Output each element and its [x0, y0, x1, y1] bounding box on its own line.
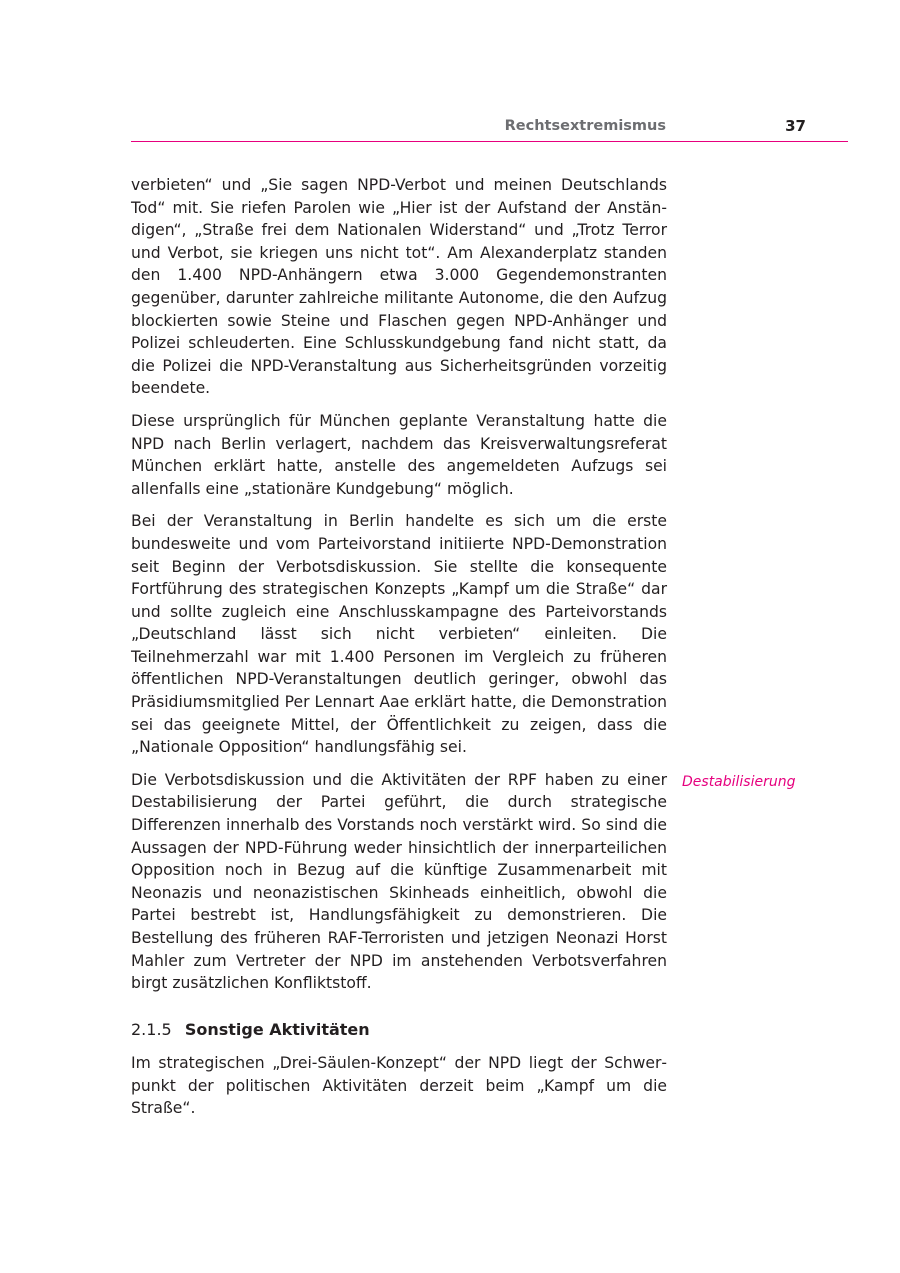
paragraph: verbieten“ und „Sie sagen NPD-Verbot und meinen Deutschlands Tod“ mit. Sie riefen Parolen wie „Hier ist der Aufstand der Anständigen“, „Straße frei dem Nationalen Widerstand“ und „Trotz Terror und Verbot, sie kriegen uns nicht tot“. Am Alexanderplatz standen den 1.400 NPD-Anhängern etwa 3.000 Gegendemonstranten gegenüber, darunter zahlreiche militante Autonome, die den Aufzug blockierten sowie Steine und Flaschen gegen NPD-Anhänger und Polizei schleuderten. Eine Schlusskundgebung fand nicht statt, da die Polizei die NPD-Veranstaltung aus Sicherheitsgründen vorzeitig beendete.: [131, 176, 667, 398]
section-body: [131, 1052, 667, 1120]
header-rule: [131, 141, 848, 142]
section-number: 2.1.5: [131, 1020, 172, 1039]
section-title: Sonstige Aktivitäten: [184, 1020, 370, 1039]
page-number: 37: [785, 117, 806, 135]
body-text: [131, 174, 667, 1005]
paragraph: Im strategischen „Drei-Säulen-Konzept“ der NPD liegt der Schwerpunkt der politischen Aktivitäten derzeit beim „Kampf um die Straße“.: [131, 1054, 667, 1118]
margin-note: Destabilisierung: [682, 774, 796, 790]
paragraph: Bei der Veranstaltung in Berlin handelte es sich um die erste bundesweite und vom Parteivorstand initiierte NPD-Demonstration seit Beginn der Verbotsdiskussion. Sie stellte die konsequente Fortführung des strategischen Konzepts „Kampf um die Straße“ dar und sollte zugleich eine Anschlusskampagne des Parteivorstands „Deutschland lässt sich nicht verbieten“ einleiten. Die Teilnehmerzahl war mit 1.400 Personen im Vergleich zu früheren öffentlichen NPD-Veranstaltungen deutlich geringer, obwohl das Präsidiumsmitglied Per Lennart Aae erklärt hatte, die Demonstration sei das geeignete Mittel, der Öffentlichkeit zu zeigen, dass die „Nationale Opposition“ handlungsfähig sei.: [131, 512, 667, 757]
paragraph: Diese ursprünglich für München geplante Veranstaltung hatte die NPD nach Berlin verlagert, nachdem das Kreisverwaltungsreferat München erklärt hatte, anstelle des angemeldeten Aufzugs sei allenfalls eine „stationäre Kundgebung“ möglich.: [131, 411, 667, 498]
section-heading: [131, 1019, 370, 1041]
running-header-title: Rechtsextremismus: [504, 118, 666, 134]
paragraph: Die Verbotsdiskussion und die Aktivitäten der RPF haben zu einer Destabilisierung der Partei geführt, die durch strategische Differenzen innerhalb des Vorstands noch verstärkt wird. So sind die Aussagen der NPD-Führung weder hinsichtlich der innerparteilichen Opposition noch in Bezug auf die künftige Zusammenarbeit mit Neonazis und neonazistischen Skinheads einheitlich, obwohl die Partei bestrebt ist, Handlungsfähigkeit zu demonstrieren. Die Bestellung des früheren RAF-Terroristen und jetzigen Neonazi Horst Mahler zum Vertreter der NPD im anstehenden Verbotsverfahren birgt zusätzlichen Konfliktstoff.: [131, 770, 667, 993]
